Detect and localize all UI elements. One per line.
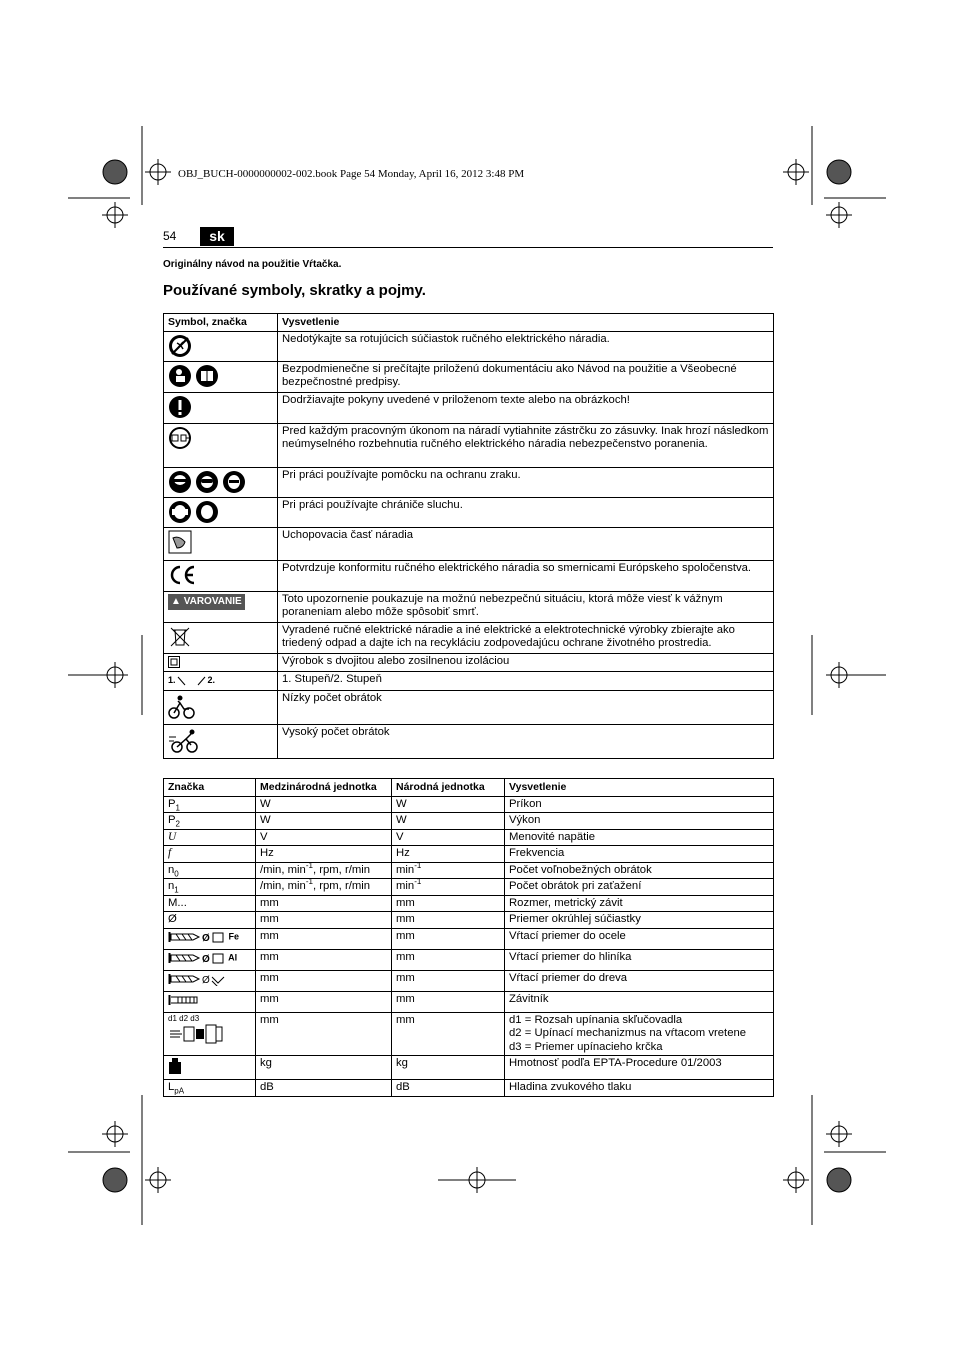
intl-unit: mm [256,991,392,1012]
document-subtitle: Originálny návod na použitie Vŕtačka. [163,259,342,270]
national-unit: W [392,796,505,813]
chuck-desc-line: d3 = Priemer upínacieho krčka [509,1040,663,1053]
chuck-desc-line: d2 = Upínací mechanizmus na vŕtacom vretene [509,1027,747,1039]
national-unit: mm [392,912,505,929]
gear-stage-label-1: 1. [168,675,176,685]
explanation-cell: Pri práci používajte chrániče sluchu. [278,497,774,527]
drill-icon-label: Al [228,951,238,962]
unit-description: Príkon [505,796,774,813]
intl-unit: W [256,813,392,830]
national-unit: min [396,863,415,876]
explanation-cell: Vysoký počet obrátok [278,724,774,758]
table-row [164,527,774,560]
table-row [164,361,774,392]
table-row [164,690,774,724]
explanation-cell: Uchopovacia časť náradia [278,527,774,560]
svg-text:Ø: Ø [202,974,210,986]
table-row [164,467,774,497]
face-shield-icon [222,470,246,494]
unit-symbol: n [168,880,175,892]
unit-description: Vŕtací priemer do hliníka [505,949,774,970]
intl-unit: W [256,796,392,813]
double-insulation-icon [168,656,180,668]
header-cell: Národná jednotka [392,779,505,797]
table-row [164,928,774,949]
read-manual-icon [168,364,192,388]
header-cell: Medzinárodná jednotka [256,779,392,797]
chuck-dimensions-icon [168,1023,230,1045]
table-row [164,949,774,970]
unit-symbol: U [164,829,256,846]
unit-symbol-sub: 1 [174,885,179,895]
unit-symbol: P [168,814,176,826]
chuck-desc-line: d1 = Rozsah upínania skľučovadla [509,1013,683,1026]
explanation-cell: Výrobok s dvojitou alebo zosilnenou izoláciou [278,653,774,672]
table-row [164,813,774,830]
chuck-label-d1: d1 [168,1013,177,1023]
table-row [164,829,774,846]
explanation-cell: Nízky počet obrátok [278,690,774,724]
explanation-cell: Pred každým pracovným úkonom na náradí vytiahnite zástrčku zo zásuvky. Inak hrozí následkom neúmyselného rozbehnutia ručného elektrického náradia nebezpečenstvo poranenia. [278,423,774,467]
intl-unit-tail: , rpm, r/min [312,880,371,892]
table-row [164,653,774,672]
unit-description: Výkon [505,813,774,830]
explanation-cell: Dodržiavajte pokyny uvedené v priloženom texte alebo na obrázkoch! [278,392,774,423]
unplug-icon [168,426,192,450]
warning-label-icon: ▲ VAROVANIE [168,594,245,610]
ear-muffs-icon [195,500,219,524]
explanation-cell: Nedotýkajte sa rotujúcich súčiastok ručného elektrického náradia. [278,331,774,361]
unit-description: Vŕtací priemer do dreva [505,970,774,991]
chuck-label-d2: d2 [179,1013,189,1023]
intl-unit: V [256,829,392,846]
unit-symbol-sub: pA [174,1086,185,1096]
drill-aluminium-icon [168,951,226,965]
exclamation-icon [168,395,192,419]
table-row [164,1080,774,1097]
unit-symbol: M... [164,895,256,912]
unit-description: Závitník [505,991,774,1012]
table-row [164,560,774,591]
unit-description: Vŕtací priemer do ocele [505,928,774,949]
drill-wood-icon [168,972,226,986]
svg-text:Ø: Ø [202,932,210,944]
unit-description: Frekvencia [505,846,774,863]
unit-description: Počet obrátok pri zaťažení [505,879,774,896]
drill-steel-icon [168,930,226,944]
unit-description: Menovité napätie [505,829,774,846]
table-row [164,970,774,991]
national-unit: kg [392,1056,505,1080]
thread-tap-icon [168,993,202,1007]
intl-unit: /min, min [260,880,306,892]
table-row [164,497,774,527]
high-speed-bike-icon [168,727,200,755]
header-cell: Vysvetlenie [505,779,774,797]
intl-unit: mm [256,912,392,929]
table-header-row [164,779,774,797]
table-row [164,622,774,653]
crossed-bin-icon [168,625,192,649]
file-header: OBJ_BUCH-0000000002-002.book Page 54 Monday, April 16, 2012 3:48 PM [178,168,525,180]
unit-symbol: f [164,846,256,863]
explanation-cell: Potvrdzuje konformitu ručného elektrického náradia so smernicami Európskeho spoločenstva. [278,560,774,591]
table-header-row [164,314,774,332]
table-row [164,672,774,691]
explanation-cell: 1. Stupeň/2. Stupeň [278,672,774,691]
language-badge: sk [200,227,234,246]
unit-symbol: P [168,797,176,810]
intl-unit: mm [256,928,392,949]
national-unit: mm [392,1012,505,1056]
unit-description: Rozmer, metrický závit [505,895,774,912]
ear-protection-icon [168,500,192,524]
intl-unit: dB [256,1080,392,1097]
section-title: Používané symboly, skratky a pojmy. [163,282,426,299]
units-table [163,778,774,1097]
national-unit: mm [392,949,505,970]
header-rule [163,247,773,248]
intl-unit: mm [256,970,392,991]
table-row [164,724,774,758]
symbols-table [163,313,774,759]
national-unit: min [396,880,415,892]
table-row [164,331,774,361]
intl-unit: mm [256,1012,392,1056]
table-row [164,991,774,1012]
national-unit: mm [392,928,505,949]
table-row [164,912,774,929]
unit-symbol-sub: 2 [175,819,180,829]
no-touch-rotating-icon [168,334,192,358]
explanation-cell: Vyradené ručné elektrické náradie a iné elektrické a elektrotechnické výrobky zbierajte ako triedený odpad a dajte ich na recykláciu zodpovedajúcu ochrane životného prostredia. [278,622,774,653]
svg-text:Ø: Ø [202,953,210,965]
table-row [164,879,774,896]
table-row [164,796,774,813]
intl-unit-sup: -1 [305,860,313,870]
national-unit: V [392,829,505,846]
unit-description: Hladina zvukového tlaku [505,1080,774,1097]
chuck-label-d3: d3 [190,1013,200,1023]
national-unit: mm [392,895,505,912]
national-unit: mm [392,970,505,991]
national-unit-sup: -1 [414,860,422,870]
eye-protection-icon [168,470,192,494]
intl-unit-tail: , rpm, r/min [312,863,371,876]
intl-unit: /min, min [260,863,306,876]
low-speed-bike-icon [168,693,196,721]
table-row [164,862,774,879]
intl-unit: mm [256,895,392,912]
intl-unit: Hz [256,846,392,863]
unit-symbol-sub: 0 [174,868,179,878]
table-row [164,591,774,622]
gear-stage-icon [176,675,208,687]
explanation-cell: Toto upozornenie poukazuje na možnú nebezpečnú situáciu, ktorá môže viesť k vážnym poraneniam alebo môže spôsobiť smrť. [278,591,774,622]
national-unit: dB [392,1080,505,1097]
intl-unit-sup: -1 [305,877,313,887]
table-row [164,392,774,423]
table-row [164,846,774,863]
table-row [164,1056,774,1080]
table-row [164,895,774,912]
unit-description: Hmotnosť podľa EPTA-Procedure 01/2003 [505,1056,774,1080]
gear-stage-label-2: 2. [207,675,216,685]
unit-symbol: n [168,863,175,876]
explanation-cell: Pri práci používajte pomôcku na ochranu zraku. [278,467,774,497]
manual-book-icon [195,364,219,388]
drill-icon-label: Fe [228,930,240,941]
unit-description: Priemer okrúhlej súčiastky [505,912,774,929]
table-row [164,1012,774,1056]
national-unit: Hz [392,846,505,863]
unit-symbol: L [168,1081,175,1093]
header-cell: Symbol, značka [164,314,278,332]
national-unit-sup: -1 [414,877,422,887]
weight-icon [168,1057,182,1075]
national-unit: mm [392,991,505,1012]
intl-unit: mm [256,949,392,970]
page-number: 54 [163,229,177,243]
unit-symbol: Ø [164,912,256,929]
national-unit: W [392,813,505,830]
warning-label-text: VAROVANIE [183,595,242,607]
header-cell: Vysvetlenie [278,314,774,332]
unit-symbol-sub: 1 [175,802,180,812]
intl-unit: kg [256,1056,392,1080]
grip-surface-icon [168,530,192,554]
header-cell: Značka [164,779,256,797]
table-row [164,423,774,467]
goggles-icon [195,470,219,494]
unit-description: Počet voľnobežných obrátok [505,862,774,879]
explanation-cell: Bezpodmienečne si prečítajte priloženú dokumentáciu ako Návod na použitie a Všeobecné bezpečnostné predpisy. [278,361,774,392]
ce-mark-icon [168,563,196,587]
